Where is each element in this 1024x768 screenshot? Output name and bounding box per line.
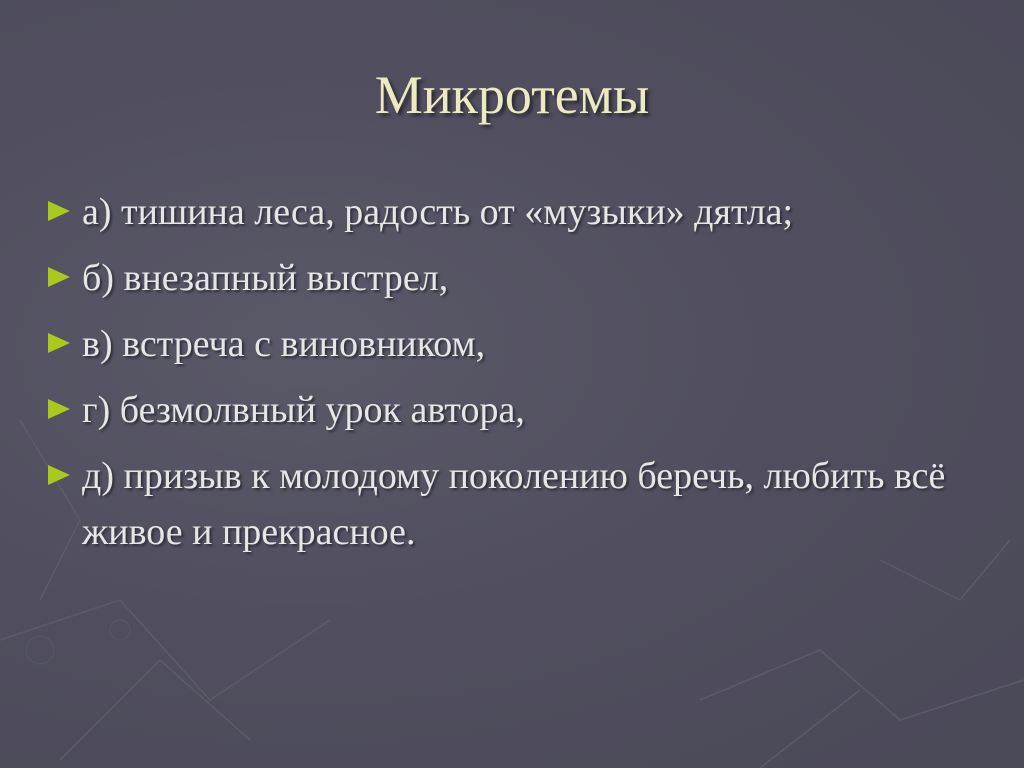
list-item-text: в) встреча с виновником, [82, 323, 486, 365]
list-item-text: д) призыв к молодому поколению беречь, любить всё живое и прекрасное. [82, 455, 946, 553]
list-item-text: а) тишина леса, радость от «музыки» дятла; [82, 191, 794, 233]
list-item [48, 250, 978, 306]
triangle-right-icon [48, 201, 70, 221]
list-item [48, 184, 978, 240]
triangle-right-icon [48, 333, 70, 353]
bullet-list [48, 184, 978, 570]
triangle-right-icon [48, 267, 70, 287]
triangle-right-icon [48, 399, 70, 419]
list-item-text: г) безмолвный урок автора, [82, 389, 525, 431]
list-item [48, 382, 978, 438]
list-item [48, 316, 978, 372]
triangle-right-icon [48, 465, 70, 485]
list-item [48, 448, 978, 560]
list-item-text: б) внезапный выстрел, [82, 257, 449, 299]
slide-title: Микротемы [374, 65, 650, 125]
